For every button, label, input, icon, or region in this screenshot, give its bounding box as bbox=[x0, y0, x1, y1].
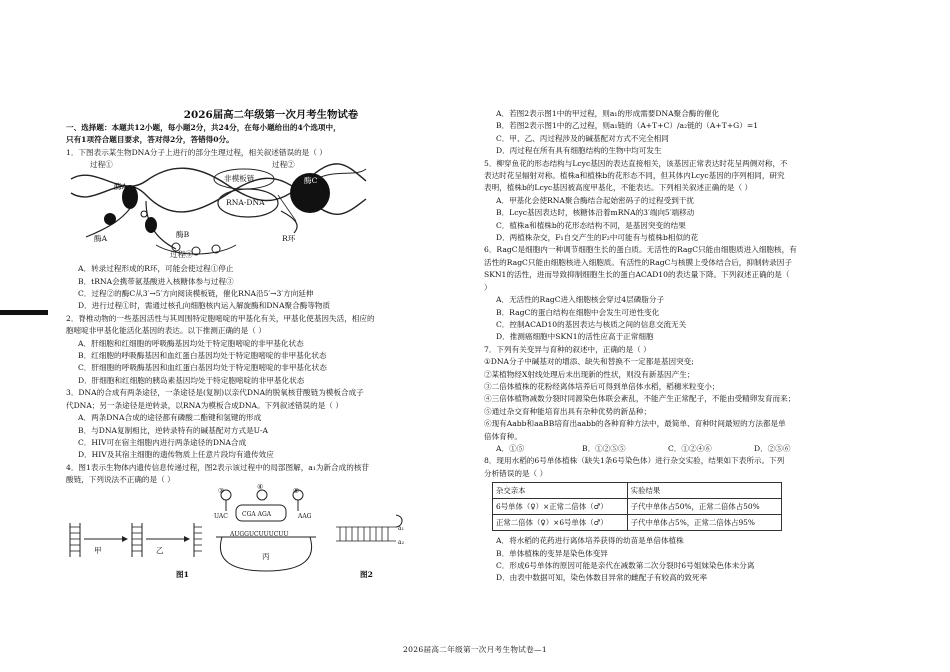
label-yi: 乙 bbox=[156, 545, 164, 555]
table-row bbox=[493, 499, 782, 515]
q4-option-c: C．甲、乙、丙过程涉及的碱基配对方式不完全相同 bbox=[496, 133, 669, 143]
table-header-row bbox=[493, 483, 782, 499]
section-instructions-1: 一、选择题：本题共12小题，每小题2分，共24分，在每小题给出的4个选项中， bbox=[66, 123, 341, 132]
q4-option-a: A．若图2表示图1中的甲过程，则a₁的形成需要DNA聚合酶的催化 bbox=[496, 109, 720, 118]
q7-option-d: D．②⑤⑥ bbox=[754, 443, 791, 453]
q5-stem-1: 5．柳穿鱼花的形态结构与Lcyc基因的表达直接相关，该基因正常表达时花呈两侧对称，不 bbox=[484, 158, 788, 168]
table-cell: 正常二倍体（♀）×6号单体（♂） bbox=[493, 515, 628, 531]
q3-option-c: C．HIV可在宿主细胞内进行两条途径的DNA合成 bbox=[78, 437, 247, 447]
q8-stem-1: 8．现用水稻的6号单体植株（缺失1条6号染色体）进行杂交实验，结果如下表所示。下列 bbox=[484, 456, 785, 466]
margin-binding-bar bbox=[0, 310, 48, 315]
q7-stem: 7．下列有关变异与育种的叙述中，正确的是（ ） bbox=[484, 344, 651, 354]
table-cell: 6号单体（♀）×正常二倍体（♂） bbox=[493, 499, 628, 515]
q7-option-c: C．①②④⑥ bbox=[668, 443, 712, 453]
label-enzyme-c: 酶C bbox=[304, 176, 318, 186]
q7-item-5: ⑤通过杂交育种能培育出具有杂种优势的新品种； bbox=[484, 406, 652, 416]
label-n3: ③ bbox=[218, 486, 225, 495]
q6-option-b: B．RagC的蛋白结构在细胞中会发生可逆性变化 bbox=[496, 307, 660, 317]
q2-stem-2: 胞嘧啶非甲基化能活化基因的表达。以下推测正确的是（ ） bbox=[66, 326, 266, 336]
q6-option-d: D．推测癌细胞中SKN1的活性应高于正常细胞 bbox=[496, 332, 654, 342]
label-jia: 甲 bbox=[94, 545, 102, 555]
label-a1: a₁ bbox=[398, 524, 404, 532]
q7-item-6: ⑥现有Aabb和aaBB培育出aabb的各种育种方法中，最简单、育种时间最短的方法都是单 bbox=[484, 419, 786, 429]
label-a2: a₂ bbox=[398, 538, 404, 546]
q4-stem-2: 酸链，下列说法不正确的是（ ） bbox=[66, 475, 175, 485]
label-figure-2: 图2 bbox=[360, 569, 373, 579]
table-cell: 子代中单体占5%，正常二倍体占95% bbox=[627, 515, 781, 531]
q2-stem-1: 2．脊椎动物的一些基因活性与其周围特定胞嘧啶的甲基化有关，甲基化使基因失活，相应的 bbox=[66, 313, 375, 323]
right-column bbox=[484, 108, 900, 585]
q7-option-b: B．①②⑤⑤ bbox=[582, 443, 626, 453]
q6-option-c: C．控制ACAD10的基因表达与核质之间的信息交流无关 bbox=[496, 319, 687, 329]
q3-stem-2: 代DNA；另一条途径是逆转录，以RNA为模板合成DNA。下列叙述错误的是（ ） bbox=[66, 400, 343, 410]
q2-option-d: D．肝细胞和红细胞的胰岛素基因均处于特定胞嘧啶的非甲基化状态 bbox=[78, 375, 305, 385]
table-header-cell: 杂交亲本 bbox=[493, 483, 628, 499]
q4-option-b: B．若图2表示图1中的乙过程，则a₁链的（A+T+C）/a₂链的（A+T+G）=1 bbox=[496, 121, 759, 131]
label-enzyme-a: 酶A bbox=[114, 182, 128, 192]
q2-option-c: C．肝细胞的呼吸酶基因和血红蛋白基因均处于特定胞嘧啶的非甲基化状态 bbox=[78, 363, 327, 373]
q6-stem-1: 6．RagC是细胞内一种调节细胞生长的蛋白质。无活性的RagC只能由细胞质进入细胞核，有 bbox=[484, 245, 797, 255]
label-enzyme-b: 酶B bbox=[176, 230, 190, 240]
q1-figure bbox=[66, 159, 476, 263]
q5-stem-3: 表明，植株b的Lcyc基因被高度甲基化，不能表达。下列相关叙述正确的是（ ） bbox=[484, 183, 753, 193]
q7-item-3: ③二倍体植株的花粉经离体培养后可得到单倍体水稻，稻穗米粒变小； bbox=[484, 381, 720, 391]
q6-stem-2: 活性的RagC只能由细胞核进入细胞质。有活性的RagC与核膜上受体结合后，抑制转录因子 bbox=[484, 257, 792, 267]
q1-option-c: C．过程②的酶C从3′→5′方向阅读模板链，催化RNA沿5′→3′方向延伸 bbox=[78, 289, 314, 299]
label-uac: UAC bbox=[214, 512, 228, 520]
q5-option-d: D．两植株杂交，F₁自交产生的F₂中可能有与植株b相似的花 bbox=[496, 233, 699, 243]
table-row bbox=[493, 515, 782, 531]
q2-option-a: A．肝细胞和红细胞的呼吸酶基因均处于特定胞嘧啶的非甲基化状态 bbox=[78, 338, 304, 348]
q1-stem: 1．下图表示某生物DNA分子上进行的部分生理过程，相关叙述错误的是（ ） bbox=[66, 147, 327, 157]
q3-option-b: B．与DNA复制相比，逆转录特有的碱基配对方式是U-A bbox=[78, 425, 268, 435]
q4-stem-1: 4．图1表示生物体内遗传信息传递过程，图2表示该过程中的局部图解，a₁为新合成的核苷 bbox=[66, 462, 370, 472]
q7-options bbox=[484, 443, 900, 455]
left-column bbox=[66, 108, 476, 583]
q7-item-7: 倍体育种。 bbox=[484, 431, 522, 441]
q1-option-a: A．转录过程形成的R环，可能会使过程①停止 bbox=[78, 264, 234, 274]
q8-option-a: A．将水稻的花药进行离体培养获得的幼苗是单倍体植株 bbox=[496, 536, 684, 546]
q2-option-b: B．红细胞的呼吸酶基因和血红蛋白基因均处于特定胞嘧啶的非甲基化状态 bbox=[78, 351, 327, 361]
label-bing: 丙 bbox=[262, 551, 270, 561]
q5-option-b: B．Lcyc基因表达时，核糖体沿着mRNA的3′端向5′端移动 bbox=[496, 208, 695, 218]
label-enzyme-a-2: 酶A bbox=[94, 234, 108, 244]
q7-item-4: ④三倍体植物减数分裂时同源染色体联会紊乱，不能产生正常配子，不能由受精卵发育而来； bbox=[484, 394, 796, 404]
label-figure-1: 图1 bbox=[176, 569, 189, 579]
dna-process-diagram bbox=[66, 159, 476, 263]
q3-stem-1: 3．DNA的合成有两条途径，一条途径是(复制)以亲代DNA的脱氧核苷酸链为模板合成子 bbox=[66, 388, 364, 398]
label-process-3: 过程③ bbox=[170, 250, 193, 260]
q3-option-a: A．两条DNA合成的途径都有磷酸二酯键和氢键的形成 bbox=[78, 413, 262, 423]
q8-stem-2: 分析错误的是（ ） bbox=[484, 468, 548, 478]
label-aag: AAG bbox=[298, 512, 312, 520]
label-cga-aga: CGA AGA bbox=[242, 510, 272, 518]
q5-option-a: A．甲基化会使RNA聚合酶结合起始密码子的过程受到干扰 bbox=[496, 195, 694, 205]
label-mrna-seq: AUGGUCUUUCUU bbox=[230, 530, 289, 538]
q6-stem-4: ） bbox=[484, 282, 492, 292]
q8-option-b: B．单体植株的变异是染色体变异 bbox=[496, 548, 608, 558]
q8-option-c: C．形成6号单体的原因可能是亲代在减数第二次分裂时6号姐妹染色体未分离 bbox=[496, 561, 755, 570]
q8-option-d: D．由表中数据可知，染色体数目异常的雌配子有较高的致死率 bbox=[496, 573, 708, 583]
label-rna-dna: RNA-DNA bbox=[226, 198, 265, 208]
q6-option-a: A．无活性的RagC进入细胞核会穿过4层磷脂分子 bbox=[496, 295, 665, 305]
label-process-2: 过程② bbox=[272, 160, 295, 170]
table-cell: 子代中单体占50%，正常二倍体占50% bbox=[627, 499, 781, 515]
section-instructions-2: 只有1项符合题目要求，答对得2分，答错得0分。 bbox=[66, 135, 234, 145]
q5-option-c: C．植株a和植株b的花形态结构不同，是基因突变的结果 bbox=[496, 220, 686, 230]
q7-item-1: ①DNA分子中碱基对的增添、缺失和替换不一定都是基因突变; bbox=[484, 357, 694, 367]
q6-stem-3: SKN1的活性，进而导致抑制细胞生长的蛋白ACAD10的表达量下降。下列叙述正确的是（ bbox=[484, 270, 790, 280]
q4-option-d: D．丙过程在所有具有细胞结构的生物中均可发生 bbox=[496, 146, 662, 156]
q4-figure bbox=[66, 482, 476, 583]
page-footer: 2026届高二年级第一次月考生物试卷—1 bbox=[402, 645, 548, 654]
label-n5: ⑤ bbox=[293, 486, 300, 495]
q1-option-b: B．tRNA会携带氨基酸进入核糖体参与过程③ bbox=[78, 276, 234, 286]
label-n4: ④ bbox=[257, 482, 264, 491]
q7-option-a: A．①⑤ bbox=[496, 443, 525, 453]
label-process-1: 过程① bbox=[90, 160, 113, 170]
q1-option-d: D．进行过程①时，需通过核孔向细胞核内运入解旋酶和DNA聚合酶等物质 bbox=[78, 301, 331, 311]
label-non-template: 非模板链 bbox=[224, 174, 255, 184]
q3-option-d: D．HIV及其宿主细胞的遗传物质上任意片段均有遗传效应 bbox=[78, 450, 274, 460]
q8-results-table bbox=[492, 482, 782, 531]
exam-title: 2026届高二年级第一次月考生物试卷 bbox=[183, 109, 359, 121]
q7-item-2: ②某植物经X射线处理后未出现新的性状，则没有新基因产生； bbox=[484, 369, 695, 379]
q5-stem-2: 表达时花呈辐射对称。植株a和植株b的花形态不同，但其体内Lcyc基因的序列相同，研究 bbox=[484, 171, 785, 181]
label-r-loop: R环 bbox=[282, 234, 296, 244]
table-header-cell: 实验结果 bbox=[627, 483, 781, 499]
